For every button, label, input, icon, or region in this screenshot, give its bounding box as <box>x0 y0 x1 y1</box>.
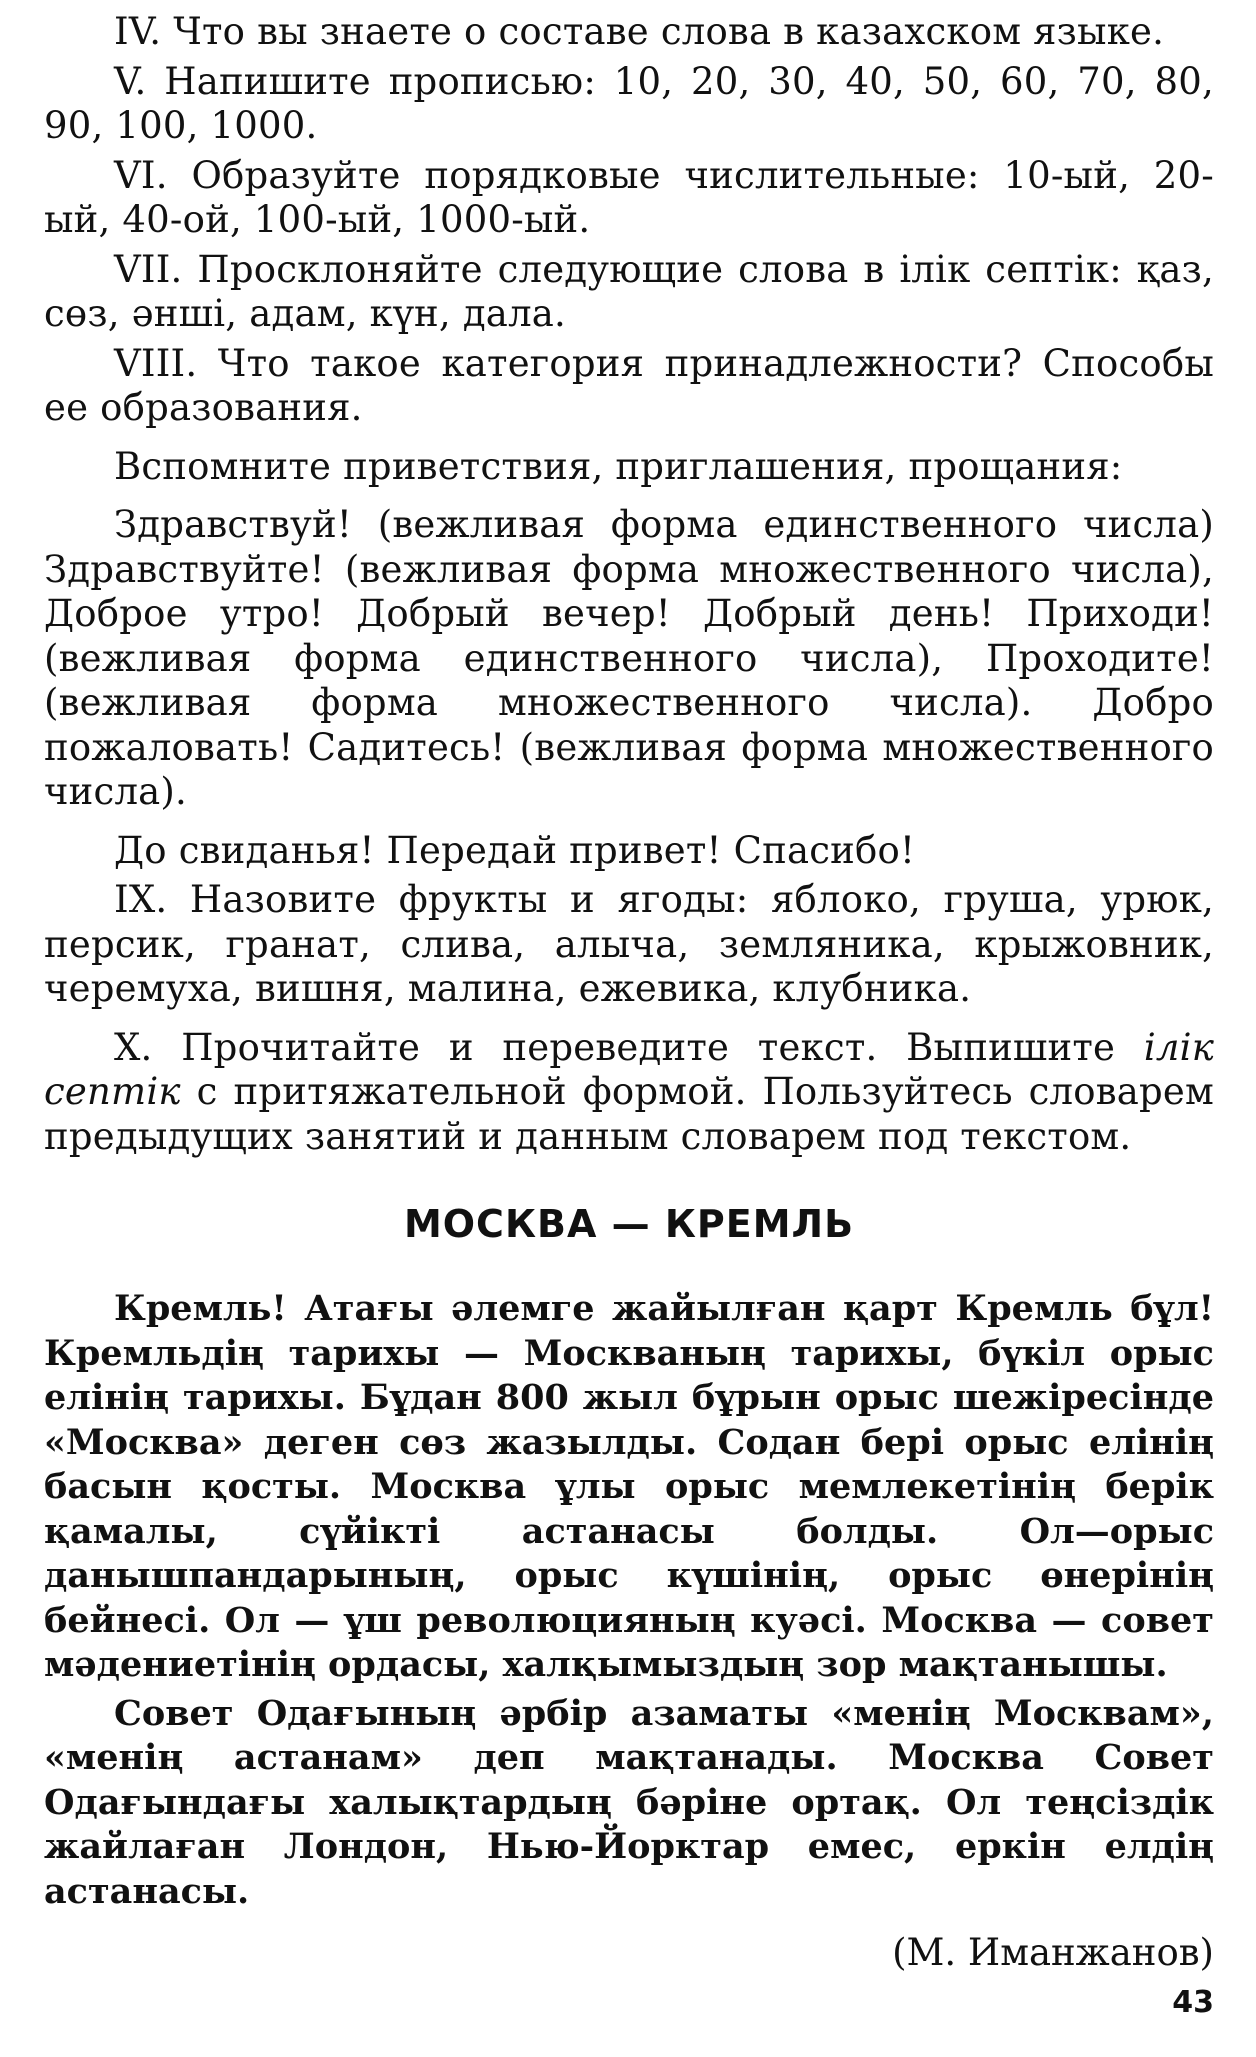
task-ix: IX. Назовите фрукты и ягоды: яблоко, груша, урюк, персик, гранат, слива, алыча, земляника, крыжовник, черемуха, вишня, малина, ежевика, клубника. <box>44 878 1214 1010</box>
task-iv: IV. Что вы знаете о составе слова в казахском языке. <box>114 10 1165 53</box>
reading-paragraph-2: Совет Одағының әрбір азаматы «менің Москвам», «менің астанам» деп мақтанады. Москва Совет Одағындағы халықтардың бәріне ортақ. Ол теңсіздік жайлаған Лондон, Нью-Йорктар емес, еркін елдің астанасы. <box>44 1692 1214 1912</box>
reading-paragraph-1: Кремль! Атағы әлемге жайылған қарт Кремль бұл! Кремльдің тарихы — Москваның тарихы, бүкіл орыс елінің тарихы. Бұдан 800 жыл бұрын орыс шежіресінде «Москва» деген сөз жазылды. Содан бері орыс елінің басын қосты. Москва ұлы орыс мемлекетінің берік қамалы, сүйікті астанасы болды. Ол—орыс данышпандарының, орыс күшінің, орыс өнерінің бейнесі. Ол — ұш революцияның куәсі. Москва — совет мәдениетінің ордасы, халқымыздың зор мақтанышы. <box>44 1288 1214 1685</box>
task-vii: VII. Просклоняйте следующие слова в ілік септік: қаз, сөз, әншi, адам, күн, дала. <box>44 247 1214 335</box>
reading-author: (М. Иманжанов) <box>892 1931 1214 1974</box>
task-v: V. Напишите прописью: 10, 20, 30, 40, 50, 60, 70, 80, 90, 100, 1000. <box>44 59 1214 147</box>
task-viii: VIII. Что такое категория принадлежности? Способы ее образования. <box>44 341 1214 429</box>
reading-title: МОСКВА — КРЕМЛЬ <box>403 1202 855 1246</box>
task-x-part2: с притяжательной формой. Пользуйтесь словарем предыдущих занятий и данным словарем под текстом. <box>44 1070 1214 1158</box>
page-number: 43 <box>1172 1985 1214 2020</box>
greetings-list: Здравствуй! (вежливая форма единственного числа) Здравствуйте! (вежливая форма множественного числа), Доброе утро! Добрый вечер! Добрый день! Приходи! (вежливая форма единственного числа), Проходите! (вежливая форма множественного числа). Добро пожаловать! Садитесь! (вежливая форма множественного числа). <box>44 503 1214 813</box>
farewells: До свиданья! Передай привет! Спасибо! <box>114 828 916 872</box>
task-x <box>44 1026 1214 1160</box>
task-x-part1: X. Прочитайте и переведите текст. Выпишите <box>114 1025 1144 1069</box>
page-content <box>44 10 1214 1976</box>
task-x-italic: ілік септік <box>44 1025 1214 1113</box>
greetings-intro: Вспомните приветствия, приглашения, прощания: <box>114 444 1123 488</box>
task-vi: VI. Образуйте порядковые числительные: 10-ый, 20-ый, 40-ой, 100-ый, 1000-ый. <box>44 153 1214 241</box>
